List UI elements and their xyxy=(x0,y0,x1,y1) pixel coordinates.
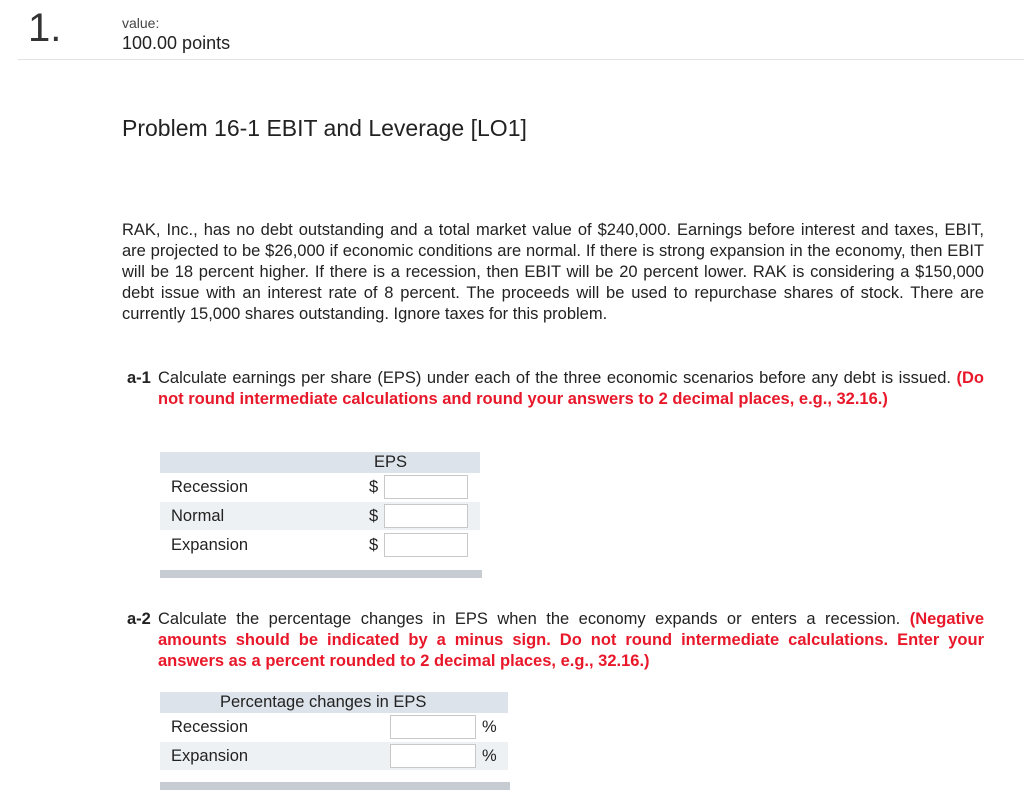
question-a2-body xyxy=(158,609,984,672)
pct-table-header xyxy=(160,692,508,713)
eps-table xyxy=(160,452,482,582)
percent-symbol: % xyxy=(482,718,497,736)
table-row xyxy=(160,713,508,741)
eps-recession-input[interactable] xyxy=(384,475,468,499)
question-a2-instruction: (Negative amounts should be indicated by a minus sign. Do not round intermediate calculations. Enter your answers as a percent rounded to 2 decimal places, e.g., 32.16.) xyxy=(158,610,984,670)
problem-title: Problem 16-1 EBIT and Leverage [LO1] xyxy=(122,115,527,141)
row-label-normal: Normal xyxy=(171,507,225,525)
currency-symbol: $ xyxy=(369,536,379,554)
row-label-recession: Recession xyxy=(171,718,249,736)
pct-column-header: Percentage changes in EPS xyxy=(220,693,427,711)
table-row xyxy=(160,742,508,770)
pct-change-table xyxy=(160,692,510,792)
value-amount: 100.00 points xyxy=(122,33,231,53)
pct-expansion-input[interactable] xyxy=(390,744,476,768)
value-label: value: xyxy=(122,15,160,31)
question-a1-text: Calculate earnings per share (EPS) under each of the three economic scenarios before any debt is issued. xyxy=(158,369,951,387)
eps-expansion-input[interactable] xyxy=(384,533,468,557)
table-row xyxy=(160,502,480,530)
currency-symbol: $ xyxy=(369,478,379,496)
table-row xyxy=(160,473,480,501)
question-a2 xyxy=(122,609,984,672)
question-a1-instruction: (Do not round intermediate calculations and round your answers to 2 decimal places, e.g., 32.16.) xyxy=(158,369,984,408)
eps-table-footer xyxy=(160,570,482,578)
question-a1-body xyxy=(158,368,984,410)
table-row xyxy=(160,531,480,559)
question-a1 xyxy=(122,368,984,410)
percent-symbol: % xyxy=(482,747,497,765)
row-label-expansion: Expansion xyxy=(171,747,249,765)
pct-recession-input[interactable] xyxy=(390,715,476,739)
row-label-recession: Recession xyxy=(171,478,249,496)
question-a1-label: a-1 xyxy=(127,369,151,387)
header-divider xyxy=(18,59,1024,60)
eps-normal-input[interactable] xyxy=(384,504,468,528)
eps-table-header xyxy=(160,452,480,473)
currency-symbol: $ xyxy=(369,507,379,525)
eps-column-header: EPS xyxy=(374,453,408,471)
pct-table-footer xyxy=(160,782,510,790)
row-label-expansion: Expansion xyxy=(171,536,249,554)
question-a2-label: a-2 xyxy=(127,610,151,628)
question-a2-text: Calculate the percentage changes in EPS when the economy expands or enters a recession. xyxy=(158,610,901,628)
question-number: 1. xyxy=(28,6,62,50)
problem-text: RAK, Inc., has no debt outstanding and a total market value of $240,000. Earnings before interest and taxes, EBIT, are projected to be $26,000 if economic conditions are normal. If there is strong expansion in the economy, then EBIT will be 18 percent higher. If there is a recession, then EBIT will be 20 percent lower. RAK is considering a $150,000 debt issue with an interest rate of 8 percent. The proceeds will be used to repurchase shares of stock. There are currently 15,000 shares outstanding. Ignore taxes for this problem. xyxy=(122,221,984,323)
